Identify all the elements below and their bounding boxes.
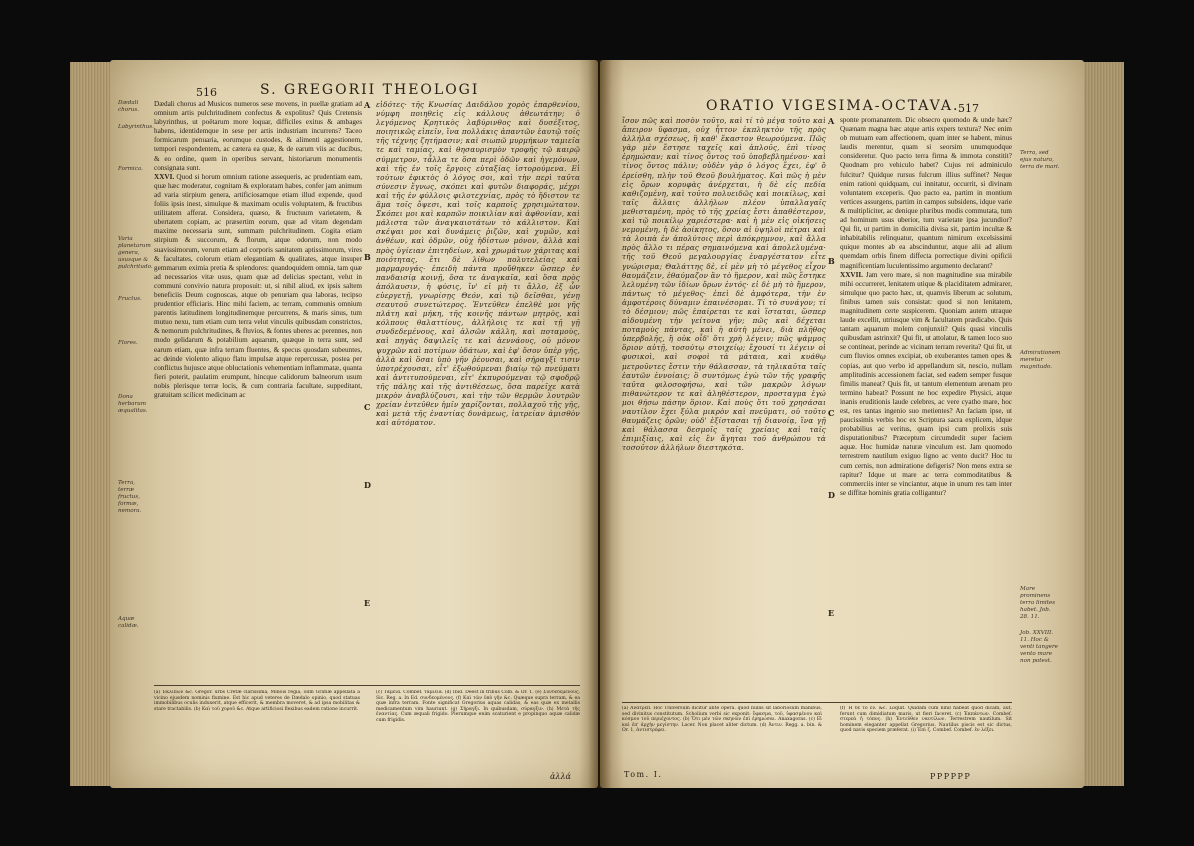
- margin-note: Aquæ calidæ.: [118, 616, 139, 629]
- right-page: [600, 60, 1084, 788]
- left-greek-column: εἰδότες· τῆς Κνωσίας Δαιδάλου χορὸς ἐπαρθενίου, νύμφη ποιηθεὶς εἰς κάλλους ἀθεωτάτην; ὁ λεγόμενος Κρητικὸς λαβύρινθος καὶ δυσέξιτος, ποιητικῶς εἰπεῖν, ἵνα πολλάκις ἀπαντῶν ἑαυτῷ τοῖς τῆς τέχνης ζητήμασιν; καὶ σιωπῶ μυρμήκων ταμιεῖα τε καὶ ταμίας, καὶ θησαυρισμὸν τροφῆς τῷ καιρῷ σύμμετρον, τἆλλα τε ὅσα περὶ ὁδῶν καὶ ἡγεμόνων, καὶ τῆς ἐν τοῖς ἔργοις εὐταξίας ἱστορούμενα. Εἰ τούτων ἐφικτὸς ὁ λόγος σοι, καὶ τὴν περὶ ταῦτα σύνεσιν ἔγνως, σκόπει καὶ φυτῶν διαφοράς, μέχρι καὶ τῆς ἐν φύλλοις φιλοτεχνίας, πρὸς τὸ ἥδιστον τε ἅμα τοῖς ὄψεσι, καὶ τοῖς καρποῖς χρησιμώτατον. Σκόπει μοι καὶ καρπῶν ποικιλίαν καὶ ἀφθονίαν, καὶ μάλιστα τῶν ἀναγκαιοτάτων τὸ κάλλιστον. Καὶ σκέψαι μοι καὶ δυνάμεις ῥιζῶν, καὶ χυμῶν, καὶ ἀνθέων, καὶ ὀδμῶν, οὐχ ἡδίστων μόνον, ἀλλὰ καὶ πρὸς ὑγίειαν ἐπιτηδείων, καὶ χρωμάτων χάριτας καὶ ποιότητας, ἔτι δὲ λίθων πολυτελείας καὶ μαρμαρυγάς· ἐπειδὴ πάντα προὔθηκεν ὥσπερ ἐν πανδαισίᾳ κοινῇ, ὅσα τε ἀναγκαῖα, καὶ ὅσα πρὸς ἀπόλαυσιν, ἡ φύσις, ἵν' εἰ μὴ τι ἄλλο, ἐξ ὧν εὐεργετῇ, γνωρίσῃς Θεόν, καὶ τῷ δεῖσθαι, γένῃ σεαυτοῦ συνετώτερος. Ἐντεῦθεν ἐπελθὲ μοι γῆς πλάτη καὶ μήκη, τῆς κοινῆς πάντων μητρὸς, καὶ κόλπους θαλαττίους, ἀλλήλοις τε καὶ τῇ γῇ συνδεδεμένους, καὶ ἀλσῶν κάλλη, καὶ ποταμοὺς, καὶ πηγὰς δαψιλεῖς τε καὶ ἀεννάους, οὐ μόνον ψυχρῶν καὶ ποτίμων ὑδάτων, καὶ ἐφ' ὅσον ὑπὲρ γῆς, ἀλλὰ καὶ ὅσαι ὑπὸ γῆν ῥέουσαι, καὶ σήραγξί τισιν ὑποτρέχουσαι, εἶτ' ἐξωθούμεναι βιαίῳ τῷ πνεύματι καὶ ἀντιτυπούμεναι, εἶτ' ἐκπυρούμεναι τῷ σφοδρῷ τῆς πάλης καὶ τῆς ἀντιθέσεως, ὅσα παρεῖχε κατὰ μικρὸν ἀναβλύζουσι, καὶ τὴν τῶν θερμῶν λουτρῶν χρείαν ἐντεῦθεν ἡμῖν χαρίζονται, πολλαχοῦ τῆς γῆς, καὶ μετὰ τῆς ἐναντίας δυνάμεως, ἰατρείαν ἀμισθὸν καὶ αὐτόματον.: [376, 100, 580, 428]
- left-latin-column: [154, 100, 362, 680]
- left-footnotes-a: (a) Ἐκλιπὼν &c. Gregor. urbs Cretæ clarissima, Minois regia, olim Gratiæ appellata a vicino ejusdem nominis flumine. Est hic apud veteres de Dædalo opinio, quod statuas immobilibus oculis induxerit, atque efficerit, & membra moveret, & ad ipsa mobilitas & stare tractabilis. (b) Καὶ τοῦ χοροῦ &c. Atque artificiosi flexibus eadem ratione incurrit.: [154, 690, 360, 712]
- column-letter: C: [364, 402, 371, 412]
- footnote-rule: [154, 685, 580, 686]
- right-footnotes-a: (a) Ἀνατρεπ. Hoc Universum dicitur ante opera. quod nullis sit laboriosum manibus, sed divinitus constitutum. Scholium verbi sic exponit: ὕφασμα, τοῦ, ὑφασμένου καὶ κόσμου τοῦ περιέχοντος. (b) Ὅτι μὲν τῶν σκηνῶν ἐπὶ ἐρημώσαι. Anaxagoras. (c) Εἰ καὶ ἐπ' ἀρχὴν μεγίστην. Lacer. Non placet aliter dictum. (d) Ἀντιν. Regg. a. bin. & Or. 1, ἀντιστρέφει.: [622, 706, 822, 733]
- margin-note: Formica.: [118, 166, 143, 172]
- left-running-head: S. GREGORII THEOLOGI: [260, 82, 480, 98]
- right-running-head: ORATIO VIGESIMA-OCTAVA.: [706, 98, 960, 114]
- right-margin-notes: [1020, 150, 1060, 710]
- volume-signature: Tom. I.: [624, 770, 663, 779]
- left-footnotes-b: (c) Ταμεῖα. Combef. ταμιεῖα. (d) Ibid. Deest in tribus Colb. & Or. 1. (e) Συνδεδεμένους. Sic. Reg. a. In Ed. συνδεομένους. (f) Καὶ τῶν ὑπὸ γῆν &c. Quæque supra terram, & ea quæ infra terram. Fonte significat Gregorius aquas calidas, & eas quæ ex metallis medicamentum vim hauriunt. (g) Σήραγξι. In quibusdam, σύραγξιν. (h) Μετὰ τῆς ἐναντίας. Cum æquali frigido. Plerumque enim scaturient e propinquo aquæ calidæ cum frigidis.: [376, 690, 580, 723]
- right-latin-column: [840, 116, 1012, 696]
- column-letter: D: [828, 490, 835, 500]
- left-page: [110, 60, 598, 788]
- margin-note: Job. XXVIII. 11. Hoc & venti tangere vento mare non potest.: [1020, 630, 1058, 664]
- margin-note: Labyrinthus.: [118, 124, 154, 130]
- margin-note: Flores.: [118, 340, 138, 346]
- footnote-rule: [622, 702, 1012, 703]
- section-number: XXVI.: [154, 172, 175, 181]
- column-letter: E: [828, 608, 835, 618]
- column-letter: A: [828, 116, 835, 126]
- right-greek-column: ἴσον πῶς καὶ ποσὸν τοῦτο, καὶ τί τὸ μέγα τοῦτο καὶ ἄπειρον ὕφασμα, οὐχ ἧττον ἐκπληκτὸν τῆς πρὸς ἀλλήλα σχέσεως, ἢ καθ' ἕκαστον θεωρούμενα. Πῶς γὰρ μὲν ἔστησε ταχεῖς καὶ ἀπλοῦς, ἐπὶ τίνος ἐρημώσαν; καὶ τίνος ὄντος τοῦ ὑποβεβλημένου· καὶ τίνος ὄντος πάλιν; οὐδὲν γὰρ ὁ λόγος ἔχει, ἐφ' ὃ ἐρείσθη, πλὴν τοῦ Θεοῦ βουλήματος. Καὶ πῶς ἡ μὲν εἰς ὄρων κορυφὰς ἀνέρχεται, ἡ δὲ εἰς πεδία καθιζομένη, καὶ τοῦτο πολυειδῶς καὶ ποικίλως, καὶ ταῖς ἄλλαις ἀλλήλων πλέον ὑπαλλαγαῖς μεθισταμένη, πρὸς τὸ τῆς χρείας ἔστι ἀπαθέστερον, καὶ τῷ ποικίλῳ χαριέστερα· καὶ ἡ μὲν εἰς οἰκήσεις νεμομένη, ἡ δὲ ἀοίκητος, ὅσον αἱ ὑψηλοὶ πέτραι καὶ τὰ λοιπὰ ἐν ἀπολύτοις περὶ ἀπόκρημνον, καὶ ἄλλα πρὸς ἄλλο τι πέρας σημαινόμενα καὶ ἀπολελυμένα· τῆς τοῦ Θεοῦ μεγαλουργίας ἐναργέστατον εἶτε γνώρισμα; Θαλάττης δὲ, εἰ μὲν μὴ τὸ μέγεθος εἶχον θαυμάζειν, ἐθαύμαζον ἂν τὸ ἥμερον, καὶ πῶς ἔστηκε λελυμένη τῶν ἰδίων ὅρων ἐντός· εἰ δὲ μὴ τὸ ἥμερον, πάντως τὸ μέγεθος· ἐπεὶ δὲ ἀμφότερα, τὴν ἐν ἀμφοτέροις δύναμιν ἐπαινέσομαι. Τί τὸ συνάγον; τί τὸ δέσμιον; πῶς ἐπαίρεται τε καὶ ἵσταται, ὥσπερ αἰδουμένη τὴν γείτονα γῆν; πῶς καὶ δέχεται ποταμοὺς πάντας, καὶ ἡ αὐτὴ μένει, διὰ πλῆθος ὑπερβολῆς, ἢ οὐκ οἶδ' ὅτι χρὴ λέγειν; πῶς ψάμμος ὅριον αὐτῇ, τοσούτῳ στοιχείῳ; ἔχουσί τι λέγειν οἱ φυσικοὶ, καὶ σοφοὶ τὰ μάταια, καὶ κυάθῳ μετροῦντες ἔστιν τὴν θάλασσαν, τὰ τηλικαῦτα ταῖς ἑαυτῶν ἐννοίαις; ὃ συντόμως ἐγὼ τῶν τῆς γραφῆς ταῦτα φιλοσοφήσω, καὶ τῶν μακρῶν λόγων πιθανώτερον τε καὶ ἀληθέστερον, προσταγμα ἐγώ μοι θήσω πάσην ὅριον. Καὶ ποὺς ὅτι τοῦ χρησάσαι ναυτίλον ἔχει ξύλα μικρὸν καὶ πνεῦματι, οὐ τοῦτο θαυμάζεις ὁρῶν; οὐδ' ἐξίστασαι τῇ διανοίᾳ, ἵνα γῇ καὶ θάλασσα δεσμοῖς ταῖς χρείαις καὶ ταῖς ἐπιμιξίαις, καὶ εἰς ἓν ἄγηται τοῦ ἀνθρώπου τὰ τοσοῦτον ἀλλήλων διεστηκότα.: [622, 116, 826, 453]
- latin-paragraph: Dædali chorus ad Musicos numeros sese movens, in puellæ gratiam ad omnium artis pulchritudinem confectus & expolitus? Quis Cretensis labyrinthus, ut poëtarum more loquar, difficiles exitus & ambages habens, identidemque in sese per artis industriam incurrens? Taceo formicarum penuaria, eorumque custodes, & alimenti aggestionem, tempori respondentem, ac cætera ea quæ, & de earum viis ac ducibus, & eo ordine, quem in operibus servant, historiarum monumentis consignata sunt.: [154, 100, 362, 172]
- right-page-edges: [1082, 62, 1124, 786]
- right-page-number: 517: [958, 102, 979, 115]
- gathering-signature: PPPPPP: [930, 772, 972, 781]
- margin-note: Terra, sed ejus natura, terra de mari.: [1020, 150, 1060, 170]
- column-letter: E: [364, 598, 371, 608]
- book-gutter: [588, 60, 612, 788]
- left-page-number: 516: [196, 86, 217, 99]
- latin-paragraph: Jam vero mare, si non magnitudine sua mirabile mihi occurreret, lenitatem utique & placiditatem admirarer, simulque quo pacto hæc, ut, quamvis liberum ac solutum, finibus tamen suis consistat: quod si non lenitatem, magnitudinem certe suspicerem. Quoniam autem utraque laude excellit, utriusque vim & facultatem prædicabo. Quis tantam aquarum molem conjunxit? Quis quasi vinculis quibusdam astrinxit? Qui fit, ut attolatur, & tamen loco suo se contineat, perinde ac vicinam terram reverita? Qui fit, ut cum fluvios omnes excipiat, ob exuberantes tamen opes & copias, aut quo verbo id appellandum sit, nescio, nullam amplitudinis accessionem faciat, sed eadem semper fusque fimilis maneat? Quis fit, ut tantum elementum arenam pro termino habeat? Possunt ne hoc expedire Physici, atque inanis eruditionis laude celebres, ac vere cyatho mare, hoc est, res tantas ingenio suo metientes? An faciam ipse, ut paucissimis verbis hoc ex Scriptura sacra explicem, idque probabilius ac veritus, quam ipsi cum prolixis suis disputationibus? Præceptum circumdedit super faciem aquæ. Hoc humidæ naturæ vinculum est. Jam quomodo terrestrem nautilum exiguo ligno ac vento ducit? Hoc tu cum cernis, non admiratione defigeris? Non mens extra se rapitur? Idque ut mare ac terra commoditatibus & commerciis inter se vinciantur, atque in unum res tam inter se diffitæ hominis gratia colligantur?: [840, 270, 1012, 497]
- margin-note: Terra, terræ fructus, formæ, nemora.: [118, 480, 142, 514]
- catchword: ἀλλά: [550, 772, 571, 781]
- column-letter: B: [828, 256, 835, 266]
- margin-note: Mare prominens terra limites habet. Job. 28. 11.: [1020, 586, 1056, 620]
- latin-paragraph: sponte promanantem. Dic obsecro quomodo & unde hæc? Quænam magna hæc atque artis expers textura? Nec enim ob mutuam eam affectionem, quam inter se habent, minus laudis merentur, quam si seorsim unumquodque consideretur. Quo pacto terra firma & immota constitit? Quodnam pro vehiculo habet? Cujus rei adminiculo fulcitur? Quidque rursus fulcrum illius suffinet? Neque enim rationi quidquam, cui innitatur, occurrit, si divinam voluntatem exceperis. Quo pacto ea, partim in montium vertices assurgens, partim in campos subsidens, idque varie & multipliciter, ac denique pluribus modis commutata, tum ad hominum usus uberior, tum varietate ipsa jucundior? Qui fit, ut partim in domicilia divisa sit, partim incultæ & inhabitabilis relinquatur, quantum nimirum excelsissimi quique montes ab ea abscinduntur, atque alii ad alium quemdam orbis finem diffecta porrectique divini opificii magnificentiam luculentissimo argumento declarant?: [840, 116, 1012, 270]
- section-number: XXVII.: [840, 270, 863, 279]
- margin-note: Fructus.: [118, 296, 142, 302]
- column-letter: C: [828, 408, 835, 418]
- left-margin-notes: [118, 100, 152, 660]
- margin-note: Varia planetarum genera, ususque & pulchritudo.: [118, 236, 153, 270]
- margin-note: Dona herbarum æqualitas.: [118, 394, 148, 414]
- right-footnotes-b: (f) Ἦ δὲ τὸ ἔν. &c. Loquit. Quidam cum nihil habeat quod dicam, aut, ferunt cum dimidiatum maris, ut fieri faceret. (c) Ἐκπάντων. Combef. στερεὰ ἡ τόπος. (h) Ἐντεῦθεν ναυτίλων. Terrestrem nautilum. Sit hominem eleganter appellat Gregorius. Nautilus piscis est sic dictus, quod navis speciem præferat. (i) Ἐπὶ ζ. Combef. Combef. ἐν λέξει.: [840, 706, 1012, 733]
- margin-note: Dædali chorus.: [118, 100, 140, 113]
- left-page-edges: [70, 62, 112, 786]
- margin-note: Admirationem meretur magnitudo.: [1020, 350, 1061, 370]
- column-letter: D: [364, 480, 371, 490]
- column-letter: B: [364, 252, 371, 262]
- latin-paragraph: Quod si horum omnium ratione assequeris, ac prudentiam eam, quæ hæc moderatur, cognitam & exploratam habes, confer jam animum ad varia stirpium genera, artificiosamque etiam illud expende, quod foliis ipsis inest, simulque & maximam oculis voluptatem, & fructibus utilitatem afferat. Considera, quæso, & fructuum varietatem, & ubertatem copiam, ac præsertim eorum, quæ ad vitam degendam maxime necessaria sunt, summam pulchritudinem. Cogita etiam stirpium & succorum, & florum, atque odorum, non modo suavissimorum, verum etiam ad corporis sanitatem aptissimorum, vires & facultates, colorum etiam elegantiam & qualitates, atque insuper gemmarum eximia pretia & splendores: quandoquidem omnia, tam quæ ad necessarios vitæ usus, quam quæ ad delicias spectant, velut in communi convivio natura proposuit: ut, si nihil aliud, ex ipsis saltem beneficiis Deum cognoscas, atque ob penuriam qua laboras, tecipso prudentior efficiaris. Hinc mihi faciem, ac terram, communis omnium parentis latitudinem longitudinemque percurrens, & maris sinus, tum mutuo nexu, tum etiam cum terra velut vinculis quibusdam constrictos, & nemorum pulchritudines, & fluvios, & fontes uberes ac perennes, non modo gelidarum & potabilium aquarum, quæque in terra sunt, sed earum etiam, quæ infra terram fluentes, & specus quosdam subeuntes, ac deinde violento aliquo flatu impulsæ atque repercussæ, postea per conflictus hujusce atque obluctationis vehementiam inflammatæ, quanta fieri poterit, paulatim erumpunt, hincque calidorum balneorum usum nobis plerisque terræ locis, & cum contraria facultate, suppeditant, gratuitam scilicet medicinam ac: [154, 172, 362, 399]
- column-letter: A: [364, 100, 371, 110]
